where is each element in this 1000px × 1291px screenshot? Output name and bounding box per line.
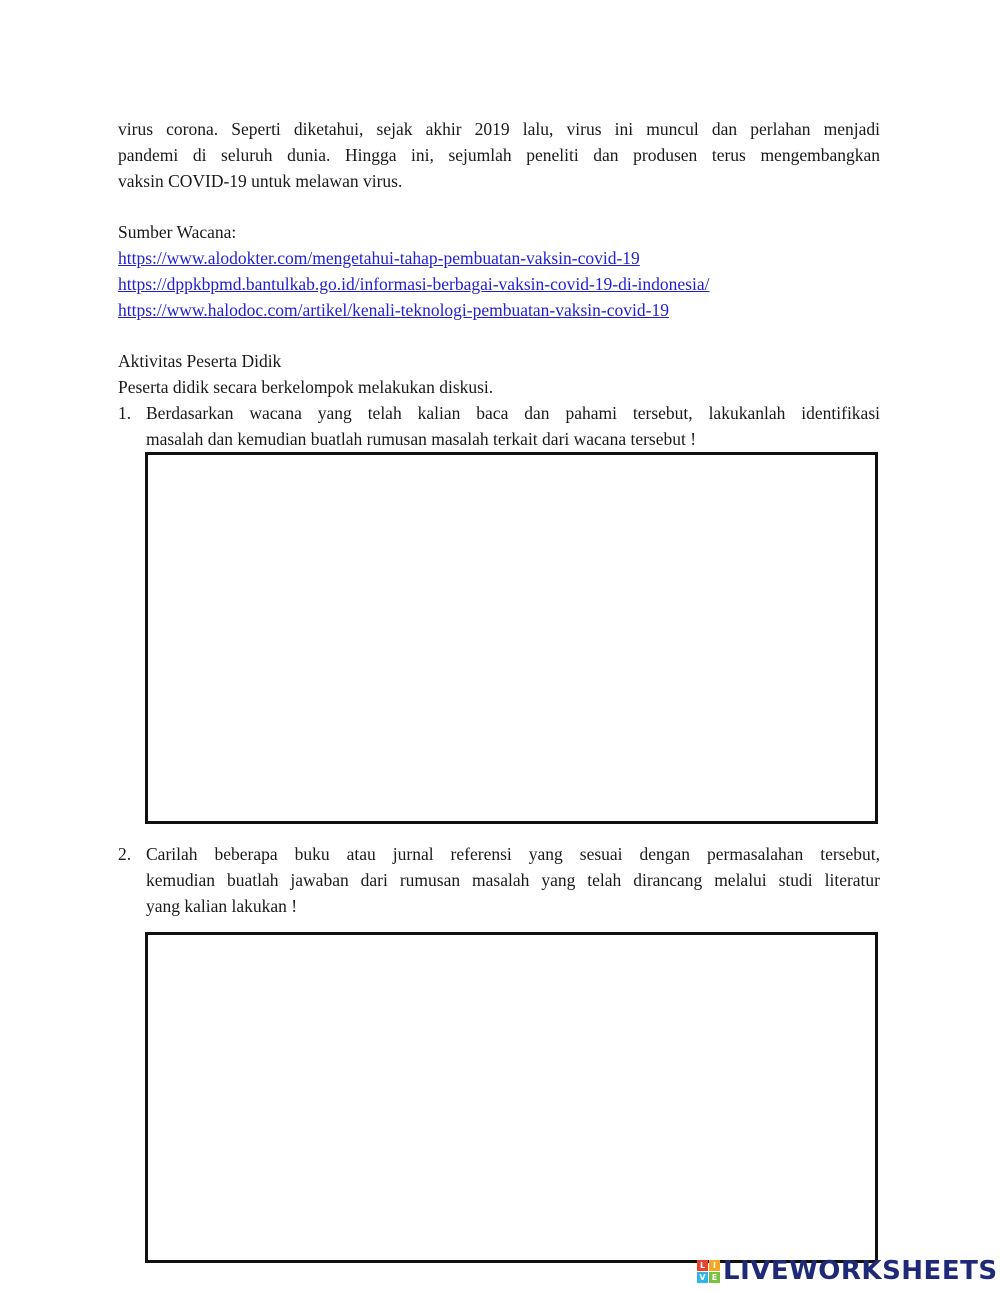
sources-section xyxy=(118,219,880,323)
liveworksheets-brand[interactable] xyxy=(697,1256,998,1286)
item-line: kemudian buatlah jawaban dari rumusan masalah yang telah dirancang melalui studi literatur xyxy=(146,870,880,890)
item-line: Carilah beberapa buku atau jurnal referensi yang sesuai dengan permasalahan tersebut, xyxy=(146,844,880,864)
intro-paragraph xyxy=(118,116,880,194)
activity-intro: Peserta didik secara berkelompok melakukan diskusi. xyxy=(118,377,494,397)
source-link[interactable]: https://www.alodokter.com/mengetahui-tahap-pembuatan-vaksin-covid-19 xyxy=(118,248,640,268)
item-line: yang kalian lakukan ! xyxy=(146,896,298,916)
logo-letter: V xyxy=(697,1272,708,1283)
item-number: 1. xyxy=(118,403,132,423)
item-line: Berdasarkan wacana yang telah kalian baca dan pahami tersebut, lakukanlah identifikasi xyxy=(146,403,880,423)
sources-heading: Sumber Wacana: xyxy=(118,222,237,242)
answer-box-1[interactable] xyxy=(145,452,878,824)
answer-input-1[interactable] xyxy=(148,455,875,821)
item-line: masalah dan kemudian buatlah rumusan masalah terkait dari wacana tersebut ! xyxy=(146,429,697,449)
answer-input-2[interactable] xyxy=(148,935,875,1260)
logo-letter: L xyxy=(697,1260,708,1271)
intro-line: pandemi di seluruh dunia. Hingga ini, sejumlah peneliti dan produsen terus mengembangkan xyxy=(118,145,880,165)
item-2-text xyxy=(146,841,880,919)
source-link[interactable]: https://dppkbpmd.bantulkab.go.id/informasi-berbagai-vaksin-covid-19-di-indonesia/ xyxy=(118,274,710,294)
answer-box-2[interactable] xyxy=(145,932,878,1263)
source-link[interactable]: https://www.halodoc.com/artikel/kenali-teknologi-pembuatan-vaksin-covid-19 xyxy=(118,300,669,320)
item-1-text xyxy=(146,400,880,452)
logo-letter: I xyxy=(709,1260,720,1271)
intro-line: vaksin COVID-19 untuk melawan virus. xyxy=(118,171,403,191)
logo-letter: E xyxy=(709,1272,720,1283)
activity-section xyxy=(118,348,880,400)
brand-name: LIVEWORKSHEETS xyxy=(723,1256,998,1286)
item-number: 2. xyxy=(118,844,132,864)
intro-line: virus corona. Seperti diketahui, sejak akhir 2019 lalu, virus ini muncul dan perlahan menjadi xyxy=(118,119,880,139)
activity-heading: Aktivitas Peserta Didik xyxy=(118,351,282,371)
liveworksheets-logo-icon xyxy=(697,1260,720,1283)
